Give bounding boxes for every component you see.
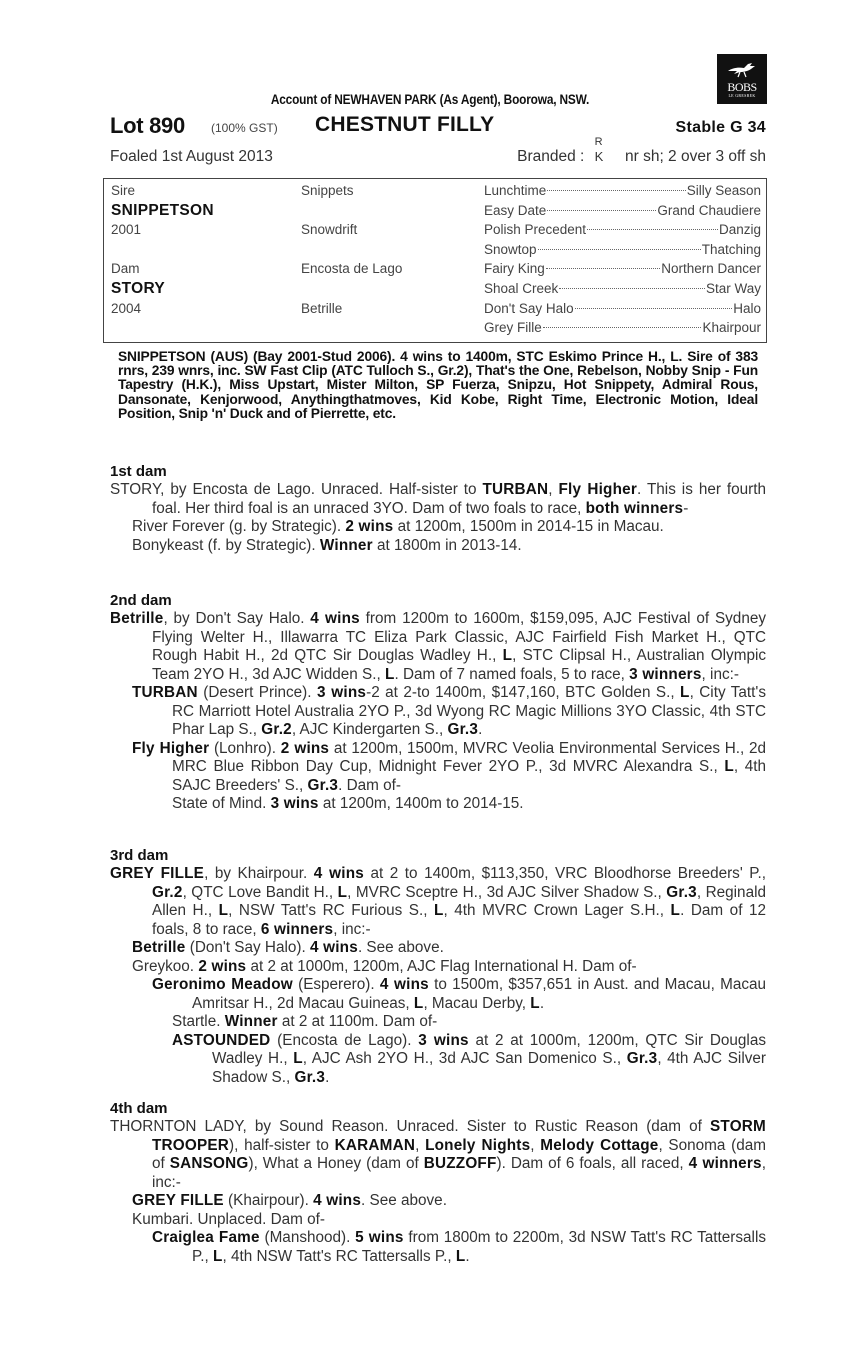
- section-4th-dam: [110, 1100, 766, 1266]
- bold-run: Melody Cottage: [540, 1136, 659, 1154]
- text-run: -: [683, 499, 689, 517]
- pedigree-paragraph: [110, 1013, 766, 1032]
- section-title: 2nd dam: [110, 592, 172, 609]
- dot-leader: [547, 210, 656, 211]
- pedigree-paragraph: [110, 740, 766, 796]
- text-run: (Desert Prince).: [197, 684, 317, 701]
- text-run: (Don't Say Halo).: [185, 939, 310, 956]
- foaling-brand-line: [110, 136, 766, 170]
- bold-run: 5 wins: [355, 1229, 404, 1246]
- bold-run: Gr.3: [666, 883, 697, 901]
- logo-text: BOBS: [727, 80, 757, 94]
- text-run: at 1200m, 1400m to 2014-15.: [318, 795, 524, 812]
- bold-run: L: [433, 902, 444, 919]
- stable-location: Stable G 34: [675, 119, 766, 136]
- bold-run: L: [502, 647, 513, 664]
- bold-run: STORM TROOPER: [152, 1118, 766, 1154]
- pedigree-paragraph: [110, 1032, 766, 1088]
- pedigree-column-great-grandparents: [484, 181, 761, 338]
- dot-leader: [587, 229, 718, 230]
- bold-run: Fly Higher: [558, 481, 638, 498]
- bold-run: 4 wins: [310, 610, 360, 627]
- pedigree-column-parents: [111, 181, 291, 338]
- bold-run: L: [455, 1247, 466, 1265]
- bold-run: 3 wins: [270, 795, 319, 812]
- text-run: . Dam of 12 foals, 8 to race,: [152, 902, 766, 938]
- text-run: , AJC Ash 2YO H., 3d AJC San Domenico S.,: [302, 1050, 627, 1067]
- text-run: Startle.: [172, 1013, 225, 1030]
- section-1st-dam: [110, 463, 766, 555]
- sire-name: SNIPPETSON: [111, 201, 214, 219]
- text-run: , AJC Kindergarten S.,: [291, 721, 448, 738]
- bold-run: Gr.3: [294, 1068, 326, 1086]
- text-run: , 4th AJC Silver Shadow S.,: [212, 1050, 766, 1086]
- text-run: ,: [530, 1136, 541, 1154]
- brand-info: [517, 136, 766, 166]
- text-run: , Reginald Allen H.,: [152, 883, 766, 919]
- text-run: from 1800m to 2200m, 3d NSW Tatt's RC Tattersalls P.,: [192, 1229, 766, 1265]
- text-run: THORNTON LADY, by Sound Reason. Unraced. Sister to Rustic Reason (dam of: [110, 1118, 711, 1135]
- pedigree-paragraph: [110, 684, 766, 740]
- bold-run: L: [384, 665, 395, 683]
- grandparent: Snippets: [301, 183, 354, 198]
- section-2nd-dam: [110, 592, 766, 814]
- bold-run: L: [218, 902, 229, 919]
- section-body: [110, 865, 766, 1087]
- bold-run: Gr.2: [261, 721, 292, 738]
- text-run: , inc:-: [152, 1155, 766, 1191]
- text-run: ). Dam of 6 foals, all raced,: [496, 1155, 689, 1172]
- pedigree-column-grandparents: [301, 181, 471, 338]
- text-run: Bonykeast (f. by Strategic).: [132, 536, 320, 554]
- spacer: [111, 318, 291, 338]
- grandparent: Betrille: [301, 300, 343, 316]
- text-run: , inc:-: [701, 665, 739, 683]
- spacer: [301, 201, 471, 221]
- branded-label: Branded :: [517, 148, 585, 165]
- great-grandparent-row: Lunchtime Silly Season: [484, 183, 761, 198]
- text-run: , City Tatt's RC Marriott Hotel Australia 2YO P., 3d Wyong RC Magic Millions 3YO Classic, 4th STC Phar Lap S.,: [172, 684, 766, 738]
- bold-run: 2 wins: [345, 518, 394, 535]
- pedigree-paragraph: [110, 795, 766, 814]
- text-run: , by Khairpour.: [204, 865, 314, 882]
- section-3rd-dam: [110, 847, 766, 1087]
- great-grandparent-row: Grey Fille Khairpour: [484, 320, 761, 336]
- text-run: . Dam of-: [338, 776, 402, 794]
- text-run: . This is her fourth foal. Her third foal is an unraced 3YO. Dam of two foals to race,: [152, 481, 767, 517]
- bold-run: 2 wins: [198, 957, 247, 975]
- bold-run: 4 winners: [688, 1155, 762, 1172]
- dam-name: STORY: [111, 279, 166, 297]
- sire-year: 2001: [111, 222, 142, 238]
- pedigree-paragraph: [110, 1192, 766, 1211]
- text-run: . See above.: [361, 1192, 447, 1209]
- text-run: (Manshood).: [259, 1229, 356, 1246]
- bold-run: 3 wins: [418, 1031, 469, 1049]
- bold-run: GREY FILLE: [110, 865, 205, 882]
- pedigree-paragraph: [110, 1211, 766, 1230]
- text-run: STORY, by Encosta de Lago. Unraced. Half-sister to: [110, 481, 483, 498]
- bold-run: L: [337, 883, 348, 901]
- bold-run: L: [670, 902, 681, 919]
- bold-run: Betrille: [132, 939, 186, 956]
- text-run: , by Don't Say Halo.: [163, 610, 311, 627]
- great-grandparent-row: Fairy King Northern Dancer: [484, 261, 761, 277]
- pedigree-paragraph: [110, 1118, 766, 1192]
- text-run: (Encosta de Lago).: [270, 1031, 419, 1049]
- text-run: , NSW Tatt's RC Furious S.,: [228, 902, 434, 919]
- bold-run: TURBAN: [132, 684, 198, 701]
- pedigree-paragraph: [110, 939, 766, 958]
- dot-leader: [546, 268, 660, 269]
- text-run: at 2 at 1000m, 1200m, AJC Flag International H. Dam of-: [246, 957, 637, 975]
- text-run: .: [478, 721, 483, 738]
- text-run: Kumbari. Unplaced. Dam of-: [132, 1210, 325, 1228]
- text-run: ,: [548, 481, 559, 498]
- dot-leader: [547, 190, 685, 191]
- great-grandparent-row: Polish Precedent Danzig: [484, 222, 761, 238]
- text-run: , 4th SAJC Breeders' S.,: [172, 758, 767, 794]
- text-run: ), What a Honey (dam of: [248, 1155, 424, 1172]
- text-run: to 1500m, $357,651 in Aust. and Macau, Macau Amritsar H., 2d Macau Guineas,: [192, 976, 766, 1012]
- pedigree-table: [103, 178, 767, 343]
- text-run: at 2 at 1100m. Dam of-: [277, 1013, 438, 1030]
- text-run: . See above.: [357, 939, 444, 956]
- bold-run: 4 wins: [379, 976, 429, 993]
- pedigree-paragraph: [110, 976, 766, 1013]
- bold-run: BUZZOFF: [423, 1155, 497, 1172]
- text-run: , Sonoma (dam of: [152, 1136, 766, 1172]
- section-title: 3rd dam: [110, 847, 169, 864]
- text-run: from 1200m to 1600m, $159,095, AJC Festival of Sydney Flying Welter H., Illawarra TC Eliza Park Classic, AJC Fairfield Fish Market H., QTC Rough Habit H., 2d QTC Sir Douglas Wadley H.,: [152, 610, 766, 664]
- text-run: at 2 to 1400m, $113,350, VRC Bloodhorse Breeders' P.,: [364, 865, 766, 882]
- pedigree-paragraph: [110, 958, 766, 977]
- bold-run: Fly Higher: [132, 739, 210, 757]
- pedigree-paragraph: [110, 537, 766, 556]
- pedigree-paragraph: [110, 518, 766, 537]
- bold-run: L: [293, 1050, 303, 1067]
- vendor-account: Account of NEWHAVEN PARK (As Agent), Boorowa, NSW.: [270, 92, 590, 107]
- text-run: . Dam of 7 named foals, 5 to race,: [394, 665, 630, 683]
- bold-run: L: [413, 994, 424, 1012]
- sire-summary: SNIPPETSON (AUS) (Bay 2001-Stud 2006). 4 wins to 1400m, STC Eskimo Prince H., L. Sire of 383 rnrs, 239 wnrs, inc. SW Fast Clip (ATC Tulloch S., Gr.2), That's the One, Rebelson, Nobby Snip - Fun Tapestry (H.K.), Miss Upstart, Mister Milton, SP Fuerza, Snipzu, Hot Snippety, Admiral Rous, Dansonate, Kenjorwood, Anythingthatmoves, Kid Kobe, Right Time, Electronic Motion, Ideal Position, Snip 'n' Duck and of Pierrette, etc.: [118, 349, 758, 421]
- lot-header: [110, 113, 766, 141]
- text-run: , MVRC Sceptre H., 3d AJC Silver Shadow S.,: [347, 883, 667, 901]
- text-run: , inc:-: [333, 920, 371, 938]
- sire-label: Sire: [111, 183, 136, 198]
- bold-run: 6 winners: [260, 920, 334, 938]
- bold-run: 3 wins: [316, 684, 367, 701]
- spacer: [111, 240, 291, 260]
- spacer: [301, 279, 471, 299]
- pedigree-paragraph: [110, 865, 766, 939]
- bold-run: KARAMAN: [334, 1136, 416, 1154]
- bold-run: L: [530, 994, 540, 1012]
- pedigree-paragraph: [110, 1229, 766, 1266]
- great-grandparent-row: Snowtop Thatching: [484, 241, 761, 257]
- bold-run: 4 wins: [313, 865, 364, 882]
- bold-run: Gr.3: [307, 776, 339, 794]
- horse-and-jockey-icon: [726, 60, 758, 78]
- text-run: State of Mind.: [172, 795, 271, 812]
- logo-subtext: LE GRESBEK: [728, 93, 756, 98]
- text-run: , Macau Derby,: [423, 994, 531, 1012]
- great-grandparent-row: Easy Date Grand Chaudiere: [484, 202, 761, 218]
- section-title: 1st dam: [110, 463, 167, 480]
- foaled-date: Foaled 1st August 2013: [110, 148, 273, 165]
- pedigree-paragraph: [110, 610, 766, 684]
- grandparent: Snowdrift: [301, 222, 358, 238]
- great-grandparent-row: Don't Say Halo Halo: [484, 300, 761, 316]
- bold-run: Gr.3: [447, 721, 479, 738]
- text-run: .: [325, 1068, 330, 1086]
- bold-run: both winners: [585, 499, 684, 517]
- bold-run: Craiglea Fame: [152, 1229, 260, 1246]
- great-grandparent-row: Shoal Creek Star Way: [484, 280, 761, 296]
- bold-run: SANSONG: [169, 1155, 249, 1172]
- bold-run: Gr.3: [626, 1050, 658, 1067]
- section-title: 4th dam: [110, 1100, 168, 1117]
- text-run: River Forever (g. by Strategic).: [132, 518, 346, 535]
- bold-run: L: [724, 758, 734, 775]
- dam-year: 2004: [111, 300, 142, 316]
- text-run: , QTC Love Bandit H.,: [182, 883, 338, 901]
- bold-run: 3 winners: [629, 665, 702, 683]
- gst-note: (100% GST): [211, 121, 278, 135]
- bold-run: Lonely Nights: [425, 1136, 531, 1154]
- bold-run: L: [212, 1247, 223, 1265]
- text-run: (Khairpour).: [223, 1192, 314, 1209]
- spacer: [301, 318, 471, 338]
- text-run: at 1800m in 2013-14.: [372, 536, 522, 554]
- bold-run: Winner: [224, 1013, 278, 1030]
- bold-run: 4 wins: [309, 939, 358, 956]
- text-run: -2 at 2-to 1400m, $147,160, BTC Golden S.,: [366, 684, 681, 701]
- text-run: Greykoo.: [132, 957, 199, 975]
- bold-run: Geronimo Meadow: [152, 976, 293, 993]
- bold-run: TURBAN: [482, 481, 549, 498]
- text-run: ), half-sister to: [229, 1136, 335, 1154]
- bold-run: Gr.2: [152, 883, 183, 901]
- text-run: , STC Clipsal H., Australian Olympic Team 2YO H., 3d AJC Widden S.,: [152, 647, 766, 683]
- dot-leader: [575, 308, 733, 309]
- dot-leader: [543, 327, 702, 328]
- bold-run: Winner: [319, 536, 373, 554]
- bold-run: GREY FILLE: [132, 1192, 224, 1209]
- grandparent: Encosta de Lago: [301, 261, 403, 277]
- text-run: at 1200m, 1500m, MVRC Veolia Environmental Services H., 2d MRC Blue Ribbon Day Cup, Midnight Fever 2YO P., 3d MVRC Alexandra S.,: [172, 739, 766, 775]
- dam-label: Dam: [111, 261, 140, 277]
- text-run: (Esperero).: [292, 976, 380, 993]
- text-run: .: [539, 994, 545, 1012]
- bold-run: 4 wins: [313, 1192, 362, 1209]
- text-run: , 4th MVRC Crown Lager S.H.,: [443, 902, 671, 919]
- lot-number: Lot 890: [110, 113, 185, 138]
- section-body: [110, 481, 766, 555]
- dot-leader: [538, 249, 701, 250]
- brand-description: nr sh; 2 over 3 off sh: [624, 148, 766, 165]
- spacer: [301, 240, 471, 260]
- text-run: (Lonhro).: [209, 739, 281, 757]
- text-run: , 4th NSW Tatt's RC Tattersalls P.,: [222, 1247, 456, 1265]
- section-body: [110, 610, 766, 814]
- dot-leader: [559, 288, 705, 289]
- text-run: at 1200m, 1500m in 2014-15 in Macau.: [393, 518, 664, 535]
- bold-run: ASTOUNDED: [172, 1031, 271, 1049]
- horse-description: CHESTNUT FILLY: [315, 113, 495, 136]
- text-run: ,: [415, 1136, 426, 1154]
- brand-mark-icon: R K: [594, 136, 604, 164]
- section-body: [110, 1118, 766, 1266]
- bold-run: Betrille: [110, 610, 164, 627]
- bold-run: 2 wins: [280, 739, 330, 757]
- text-run: .: [465, 1247, 470, 1265]
- pedigree-paragraph: [110, 481, 766, 518]
- text-run: at 2 at 1000m, 1200m, QTC Sir Douglas Wadley H.,: [212, 1031, 766, 1067]
- bold-run: L: [680, 684, 690, 701]
